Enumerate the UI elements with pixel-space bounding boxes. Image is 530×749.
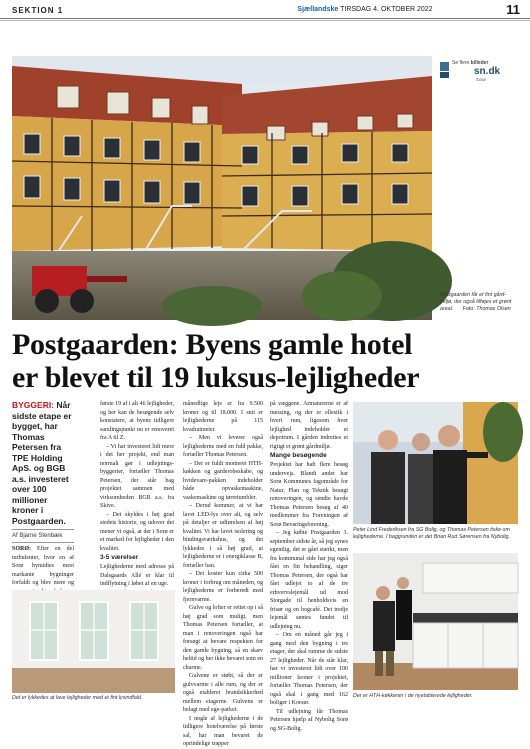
- main-photo: [12, 56, 432, 320]
- article-column-4: på væggene. Armaturerne er af messing, og der er ellestik i hvert rum, ligesom hver lejlighed indeholder et depotrum. I gården indrettes et rigtigt et grønt gårdmiljø. Mange besøgende Projektet har haft flere besøg undervejs. Blandt andet har Sorø Kommunes fagområde for Natur, Plan og Teknik besøgt renoveringen, og sendte havde Thomas Petersen besøg af 40 medlemmer fra Foreningen af Sorø Bevaringsforening. – Jeg købte Postgaarden 3. september sidste år, så jeg synes egentlig, det er gået stærkt, men fra kommunal side har jeg også fået en fin behandling, siger Thomas Petersen, der også har fået udlejet to af de tre erhvervslejemål ud mod Storgade til henholdsvis en frisør og en bogcafé. Det tredje lejemål søntes fundet til udlejning nu. – Om en måned går jeg i gang med den bygning i tre etager, der skal rumme de sidste 27 lejligheder. Når de står klar, har vi investeret lidt over 100 millioner kroner i projektet, fortæller Thomas Petersen, der også skal i gang med 162 boliger i Korsør. Til udlejning får Thomas Petersen hjælp af Nybolig Sorø og SG-Bolig.: [270, 401, 348, 732]
- header-rule-thin: [0, 20, 530, 21]
- subheading: Mange besøgende: [270, 452, 327, 459]
- publication-date: [0, 6, 510, 13]
- interior-photo-caption: Det er lykkedes at lave lejligheder med et fint lysindfald.: [12, 695, 143, 701]
- article-column-2: første 19 af i alt 46 lejligheder, og her kan de besøgende selv konstatere, at byens tidligere samlingspunkt nu er renoveret fra A til Z. – Vi har investeret lidt mere i det her projekt, end man normalt gør i udlejnings-byggerier, fortæller Thomas Petersen, der står bag projektet sammen med virksomheden BGB a.s. fra Skive. – Det skyldes i høj grad stedets historie, og udover det mener vi også, at der i Sorø er et marked for lejligheder i den kvalitet. 3-5 værelser Lejlighederne med adresse på Dalsgaards Allé er klar til indflytning i løbet af en uge.: [100, 401, 174, 587]
- issue-date: TIRSDAG 4. OKTOBER 2022: [340, 6, 433, 13]
- brand-name: sn.dk: [474, 66, 501, 77]
- kitchen-photo-caption: Der er HTH-køkkener i de nyetablerede lejligheder.: [353, 693, 473, 699]
- subheading: 3-5 værelser: [100, 554, 139, 561]
- article-column-3: månedlige leje er fra 9.500 kroner og til 18.000. I snit er lejlighederne på 115 kvadratmeter. – Men vi leverer også lejlighederne med en fuld pakke, fortæller Thomas Petersen. – Der er fuldt monteret HTH-køkken og garderobeskabe, og hvidevare-pakken indeholder både opvaskemaskine, vaskemaskine og tørretumbler. – Derud kommer, at vi har lavet LED-lys over alt, og selv på detaljer er udførelsen af høj kvalitet. Vi har lavet isolering og bindingsværkshus, og det lykkedes i så høj grad, at lejlighederne er i energiklasse B, fortæller han. – Det koster kun cirka 500 kroner i forbrug om måneden, og lejlighederne er forberedt med fjernvarme. Gulve og lofter er rettet op i så høj grad som muligt, men Thomas Petersen fortæller, at man i renoveringen også har forsøgt at bevare respekten for den gamle bygning, så en skæv heltid og her ikke bevaret som en charme. Gulvene er støbt, så der er gulvvarme i alle rum, og der er også etableret brandsikkerhed mellem etagerne. Gulvene er belagt med ege-parket. I nogle af lejlighederne i de tidligere hotelværelse på første sal, har man bevaret de oprindelige trapper: [183, 401, 263, 747]
- main-photo-caption: Postgaarden får et fint gård- miljø, der også tilføjes et grønt areal. Foto: Thomas Olsen: [440, 292, 512, 313]
- header-rule: [0, 18, 530, 19]
- byline: Af Bjarne Stenbæk: [12, 532, 63, 539]
- publication-name: Sjællandske: [297, 6, 339, 13]
- article-headline: Postgaarden: Byens gamle hotel er blevet til 19 luksus-lejligheder: [12, 328, 420, 394]
- interior-photo: [12, 590, 175, 693]
- sn-dk-logo: Se flere billeder sn.dk Sorø: [440, 60, 520, 82]
- section-label: SEKTION 1: [12, 6, 64, 15]
- page-number: 11: [506, 2, 520, 17]
- kitchen-photo: [353, 553, 518, 690]
- article-column-1: BYGGERI: Når sidste etape er bygget, har Thomas Petersen fra TPE Holding ApS. og BGB a.s. investeret over 100 millioner kroner i Postgaarden. Af Bjarne Stenbæk SORØ: Efter en del turbulenter, hvor en af Sorø bymidtes mest markante bygninger forfaldt og blev mere og: [12, 400, 74, 586]
- logo-square-icon: [440, 62, 449, 71]
- people-photo-caption: Peter Lind Frederiksen fra SG Bolig, og Thomas Petersen tiske om lejlighederne. I baggrunden er det Brian Rud Sørensen fra Nybolig.: [353, 527, 510, 541]
- people-photo: [353, 402, 518, 524]
